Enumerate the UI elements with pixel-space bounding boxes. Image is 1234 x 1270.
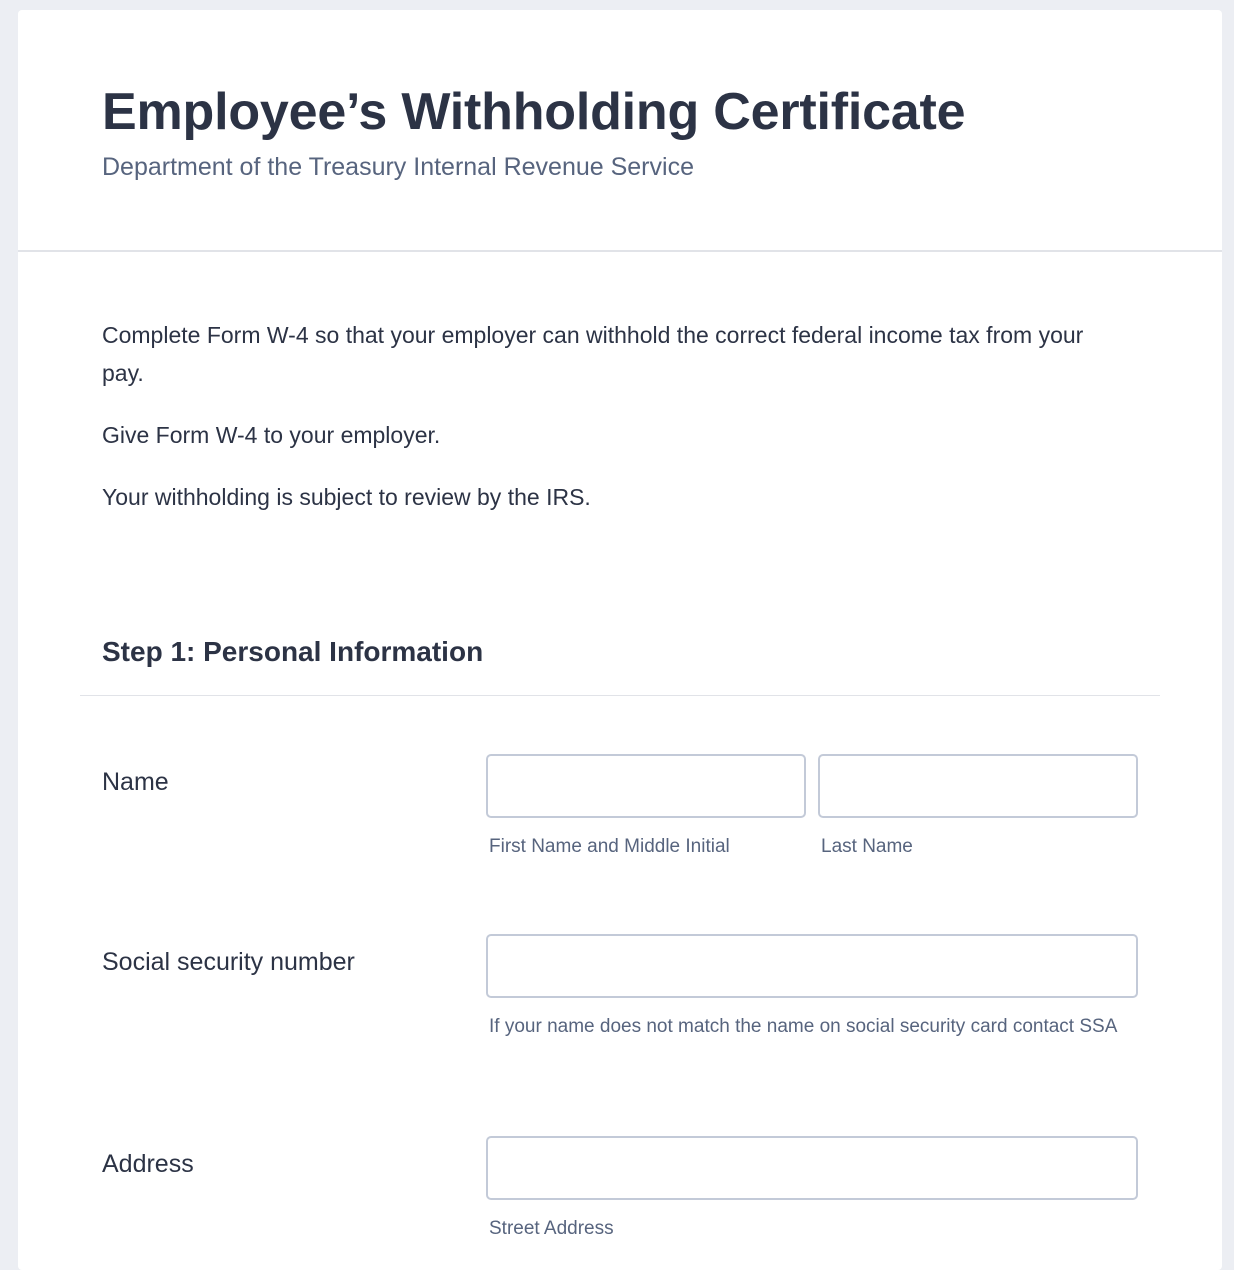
ssn-input[interactable] [486, 934, 1138, 998]
intro-paragraph-3: Your withholding is subject to review by the IRS. [102, 484, 591, 510]
last-name-sublabel: Last Name [821, 836, 913, 857]
name-label: Name [102, 768, 169, 796]
page-title: Employee’s Withholding Certificate [102, 83, 966, 141]
page-subtitle: Department of the Treasury Internal Revenue Service [102, 153, 694, 181]
step-1-header [80, 628, 1160, 696]
ssn-sublabel: If your name does not match the name on social security card contact SSA [489, 1016, 1118, 1037]
form-card [18, 10, 1222, 1270]
first-name-sublabel: First Name and Middle Initial [489, 836, 730, 857]
step-1-heading: Step 1: Personal Information [102, 636, 484, 667]
intro-paragraph-1: Complete Form W-4 so that your employer can withhold the correct federal income tax from your pay. [102, 322, 1084, 386]
street-address-sublabel: Street Address [489, 1218, 614, 1239]
ssn-label: Social security number [102, 948, 355, 976]
form-header [18, 10, 1222, 252]
street-address-input[interactable] [486, 1136, 1138, 1200]
intro-paragraph-2: Give Form W-4 to your employer. [102, 422, 441, 448]
first-name-input[interactable] [486, 754, 806, 818]
address-label: Address [102, 1150, 194, 1178]
last-name-input[interactable] [818, 754, 1138, 818]
intro-text [18, 252, 1222, 516]
